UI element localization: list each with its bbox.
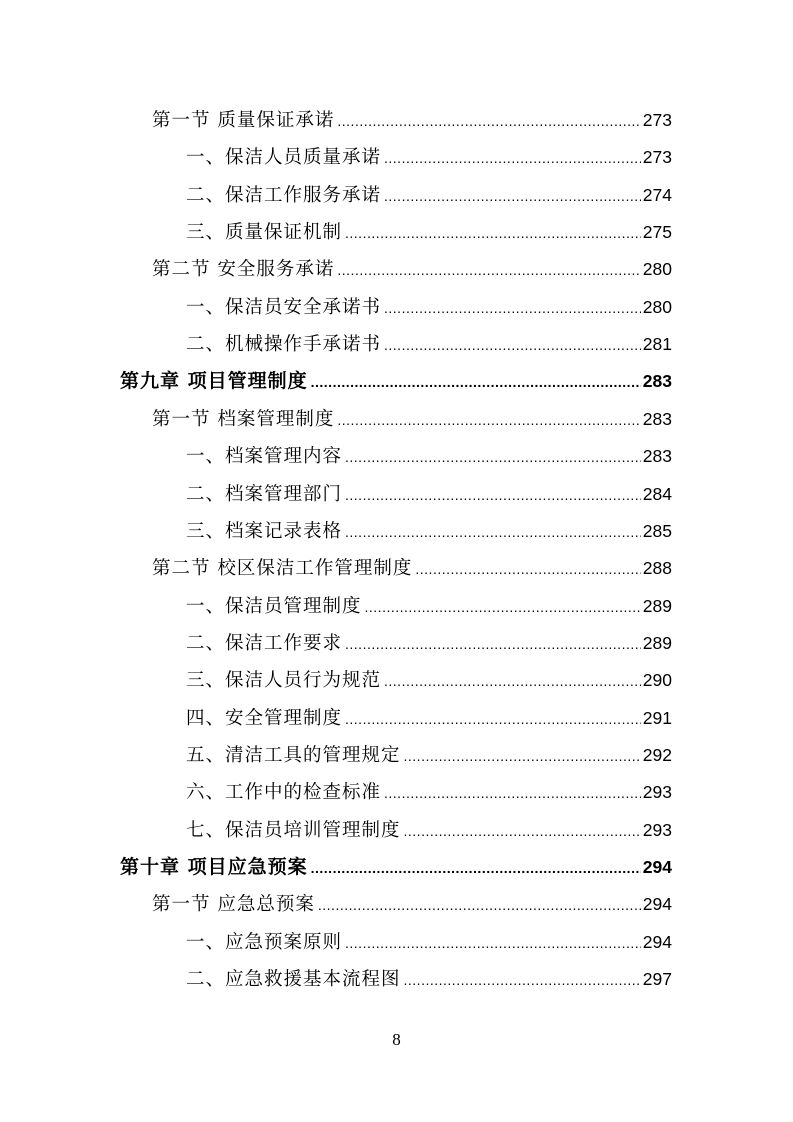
toc-subsection-entry[interactable] bbox=[186, 961, 672, 998]
toc-entry-page: 289 bbox=[642, 595, 672, 616]
toc-entry-page: 274 bbox=[642, 184, 672, 205]
toc-dot-leader bbox=[345, 439, 641, 476]
toc-section-entry[interactable] bbox=[152, 550, 672, 587]
toc-entry-page: 273 bbox=[642, 110, 672, 130]
toc-dot-leader bbox=[337, 402, 640, 439]
toc-dot-leader bbox=[384, 775, 641, 812]
toc-entry-title: 五、清洁工具的管理规定 bbox=[186, 744, 401, 766]
toc-entry-page: 273 bbox=[642, 147, 672, 168]
toc-entry-title: 第二节 安全服务承诺 bbox=[152, 259, 335, 281]
toc-dot-leader bbox=[318, 887, 641, 924]
toc-dot-leader bbox=[311, 364, 641, 401]
toc-entry-page: 294 bbox=[642, 857, 672, 877]
toc-entry-page: 297 bbox=[642, 969, 672, 990]
toc-dot-leader bbox=[337, 103, 640, 140]
page-number: 8 bbox=[392, 1030, 401, 1049]
toc-subsection-entry[interactable] bbox=[186, 625, 672, 662]
toc-dot-leader bbox=[415, 551, 640, 588]
toc-entry-page: 292 bbox=[642, 744, 672, 765]
toc-entry-page: 275 bbox=[642, 222, 672, 243]
toc-dot-leader bbox=[384, 178, 641, 215]
toc-dot-leader bbox=[404, 738, 641, 775]
toc-entry-title: 六、工作中的检查标准 bbox=[186, 782, 382, 804]
toc-dot-leader bbox=[345, 701, 641, 738]
toc-entry-page: 284 bbox=[642, 483, 672, 504]
toc-subsection-entry[interactable] bbox=[186, 737, 672, 774]
toc-subsection-entry[interactable] bbox=[186, 476, 672, 513]
toc-dot-leader bbox=[345, 477, 641, 514]
toc-entry-title: 第二节 校区保洁工作管理制度 bbox=[152, 558, 413, 580]
toc-dot-leader bbox=[345, 215, 641, 252]
toc-entry-title: 一、保洁员安全承诺书 bbox=[186, 296, 382, 318]
toc-entry-page: 288 bbox=[642, 558, 672, 579]
toc-subsection-entry[interactable] bbox=[186, 812, 672, 849]
toc-dot-leader bbox=[311, 850, 641, 887]
toc-entry-title: 第十章 项目应急预案 bbox=[120, 856, 308, 878]
toc-dot-leader bbox=[384, 140, 641, 177]
toc-entry-title: 三、质量保证机制 bbox=[186, 222, 343, 244]
toc-subsection-entry[interactable] bbox=[186, 924, 672, 961]
toc-entry-page: 294 bbox=[642, 931, 672, 952]
toc-entry-page: 281 bbox=[642, 334, 672, 355]
toc-section-entry[interactable] bbox=[152, 102, 672, 139]
toc-entry-page: 280 bbox=[642, 296, 672, 317]
toc-dot-leader bbox=[384, 663, 641, 700]
toc-section-entry[interactable] bbox=[152, 401, 672, 438]
toc-entry-title: 三、档案记录表格 bbox=[186, 520, 343, 542]
toc-entry-page: 289 bbox=[642, 632, 672, 653]
toc-dot-leader bbox=[345, 514, 641, 551]
toc-section-entry[interactable] bbox=[152, 886, 672, 923]
toc-entry-page: 280 bbox=[642, 259, 672, 280]
toc-subsection-entry[interactable] bbox=[186, 289, 672, 326]
toc-entry-title: 二、保洁工作服务承诺 bbox=[186, 184, 382, 206]
toc-subsection-entry[interactable] bbox=[186, 438, 672, 475]
toc-entry-title: 三、保洁人员行为规范 bbox=[186, 670, 382, 692]
toc-entry-page: 283 bbox=[642, 408, 672, 429]
toc-dot-leader bbox=[345, 626, 641, 663]
toc-entry-title: 第一节 应急总预案 bbox=[152, 894, 315, 916]
toc-entry-title: 七、保洁员培训管理制度 bbox=[186, 819, 401, 841]
toc-subsection-entry[interactable] bbox=[186, 177, 672, 214]
toc-entry-title: 二、档案管理部门 bbox=[186, 483, 343, 505]
toc-subsection-entry[interactable] bbox=[186, 513, 672, 550]
toc-dot-leader bbox=[404, 962, 641, 999]
toc-entry-page: 293 bbox=[642, 782, 672, 803]
toc-chapter-entry[interactable] bbox=[120, 363, 672, 400]
toc-subsection-entry[interactable] bbox=[186, 588, 672, 625]
toc-dot-leader bbox=[384, 327, 641, 364]
toc-entry-page: 285 bbox=[642, 520, 672, 541]
toc-entry-page: 294 bbox=[642, 894, 672, 915]
toc-section-entry[interactable] bbox=[152, 251, 672, 288]
toc-dot-leader bbox=[404, 813, 641, 850]
toc-entry-title: 二、应急救援基本流程图 bbox=[186, 969, 401, 991]
toc-dot-leader bbox=[337, 252, 640, 289]
toc-entry-page: 283 bbox=[642, 371, 672, 392]
toc-entry-title: 第一节 档案管理制度 bbox=[152, 408, 335, 430]
toc-entry-title: 一、应急预案原则 bbox=[186, 931, 343, 953]
toc-dot-leader bbox=[384, 290, 641, 327]
toc-entry-title: 一、档案管理内容 bbox=[186, 446, 343, 468]
toc-entry-title: 二、保洁工作要求 bbox=[186, 632, 343, 654]
toc-entry-title: 四、安全管理制度 bbox=[186, 707, 343, 729]
toc-entry-page: 291 bbox=[642, 707, 672, 728]
toc-subsection-entry[interactable] bbox=[186, 774, 672, 811]
toc-chapter-entry[interactable] bbox=[120, 849, 672, 886]
toc-entry-title: 第九章 项目管理制度 bbox=[120, 370, 308, 393]
toc-entry-title: 一、保洁人员质量承诺 bbox=[186, 147, 382, 169]
toc-entry-page: 283 bbox=[642, 446, 672, 467]
toc-subsection-entry[interactable] bbox=[186, 214, 672, 251]
toc-dot-leader bbox=[365, 589, 641, 626]
toc-dot-leader bbox=[345, 925, 641, 962]
toc-entry-page: 293 bbox=[642, 819, 672, 840]
toc-entry-title: 第一节 质量保证承诺 bbox=[152, 110, 335, 131]
toc-subsection-entry[interactable] bbox=[186, 326, 672, 363]
toc-entry-title: 一、保洁员管理制度 bbox=[186, 595, 362, 617]
toc-subsection-entry[interactable] bbox=[186, 139, 672, 176]
toc-subsection-entry[interactable] bbox=[186, 700, 672, 737]
toc-entry-title: 二、机械操作手承诺书 bbox=[186, 334, 382, 356]
toc-entry-page: 290 bbox=[642, 670, 672, 691]
toc-subsection-entry[interactable] bbox=[186, 662, 672, 699]
